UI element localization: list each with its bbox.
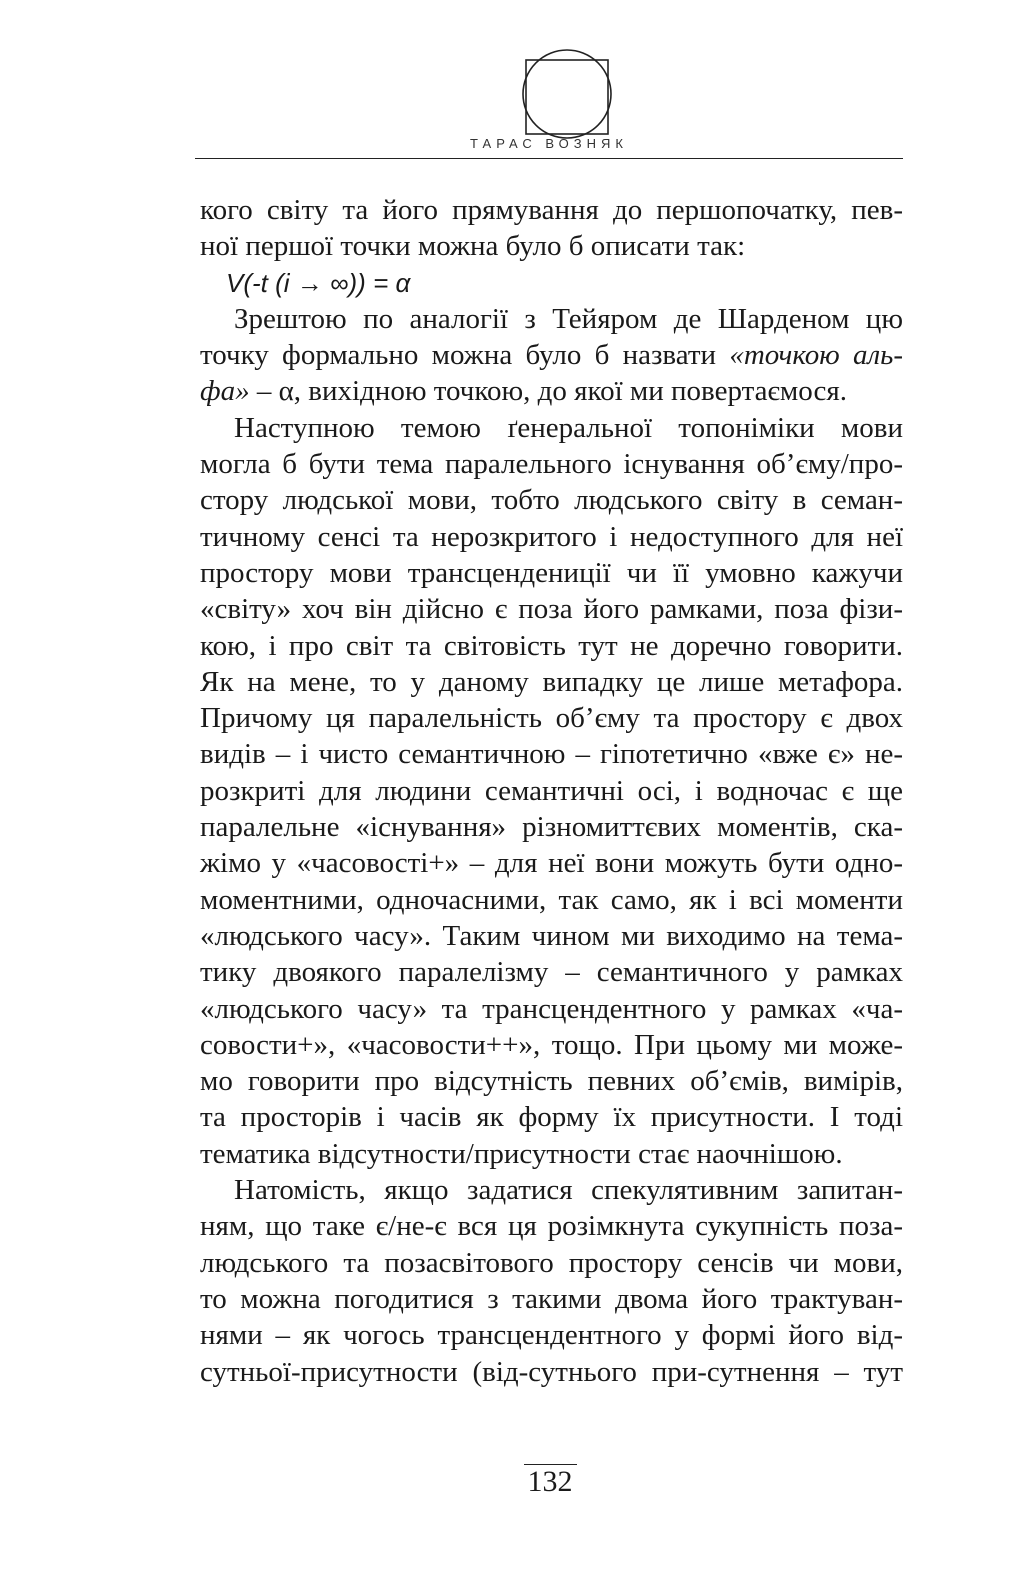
text-line: тику двоякого паралелізму – семантичного у рамках <box>200 956 903 989</box>
text-line: Натомість, якщо задатися спекулятивним запитан- <box>234 1174 903 1207</box>
text-line: кого світу та його прямування до першопочатку, пев- <box>200 194 903 226</box>
italic-term: «точкою аль- <box>729 339 903 372</box>
page-number-label: 132 <box>524 1464 577 1498</box>
formula-line: V(-t (i → ∞)) = α <box>226 267 411 298</box>
text-line: то можна погодитися з такими двома його трактуван- <box>200 1282 903 1315</box>
text-line: тематика відсутности/присутности стає наочнішою. <box>200 1137 843 1170</box>
text-line: Наступною темою ґенеральної топоніміки мови <box>234 411 903 444</box>
text-line: «світу» хоч він дійсно є поза його рамками, поза фізи- <box>200 593 903 626</box>
text-line: ням, що таке є/не-є вся ця розімкнута сукупність поза- <box>200 1210 903 1243</box>
text-fragment: точку формально можна було б назвати <box>200 339 717 372</box>
text-line: сутньої-присутности (від-сутнього при-сутнення – тут <box>200 1355 903 1388</box>
text-line: «людського часу» та трансцендентного у рамках «ча- <box>200 992 903 1025</box>
text-line: моментними, одночасними, так само, як і всі моменти <box>200 883 903 916</box>
text-line: Як на мене, то у даному випадку це лише метафора. <box>200 665 903 698</box>
text-line: паралельне «існування» різномиттєвих моментів, ска- <box>200 811 903 844</box>
text-line: простору мови трансцендениції чи її умовно кажучи <box>200 556 903 589</box>
body-text <box>200 192 903 1390</box>
text-line: «людського часу». Таким чином ми виходимо на тема- <box>200 919 903 952</box>
text-line: могла б бути тема паралельного існування об’єму/про- <box>200 448 903 481</box>
text-line: ної першої точки можна було б описати так: <box>200 230 746 263</box>
text-line <box>200 373 903 409</box>
text-line: Причому ця паралельність об’єму та простору є двох <box>200 702 903 735</box>
italic-term: фа» <box>200 375 250 408</box>
page-number <box>0 1465 1024 1499</box>
text-line: розкриті для людини семантичні осі, і водночас є ще <box>200 774 903 807</box>
text-line: Зрештою по аналогії з Тейяром де Шарденом цю <box>234 302 903 335</box>
text-line: совости+», «часовости++», тощо. При цьому ми може- <box>200 1028 903 1061</box>
text-line: мо говорити про відсутність певних об’ємів, вимірів, <box>200 1065 903 1098</box>
text-line: та просторів і часів як форму їх присутности. І тоді <box>200 1101 903 1134</box>
text-line: тичному сенсі та нерозкритого і недоступного для неї <box>200 520 903 553</box>
text-line: кою, і про світ та світовість тут не доречно говорити. <box>200 629 903 662</box>
text-line: жімо у «часовості+» – для неї вони можуть бути одно- <box>200 847 903 880</box>
header-rule <box>195 158 903 159</box>
running-header-author: ТАРАС ВОЗНЯК <box>470 136 628 151</box>
text-line <box>200 337 903 373</box>
text-line: людського та позасвітового простору сенсів чи мови, <box>200 1246 903 1279</box>
text-line: видів – і чисто семантичною – гіпотетично «вже є» не- <box>200 738 903 771</box>
text-line: нями – як чогось трансцендентного у формі його від- <box>200 1319 903 1352</box>
text-fragment: – α, вихідною точкою, до якої ми повертаємося. <box>256 375 847 408</box>
text-line: стору людської мови, тобто людського світу в семан- <box>200 484 903 517</box>
